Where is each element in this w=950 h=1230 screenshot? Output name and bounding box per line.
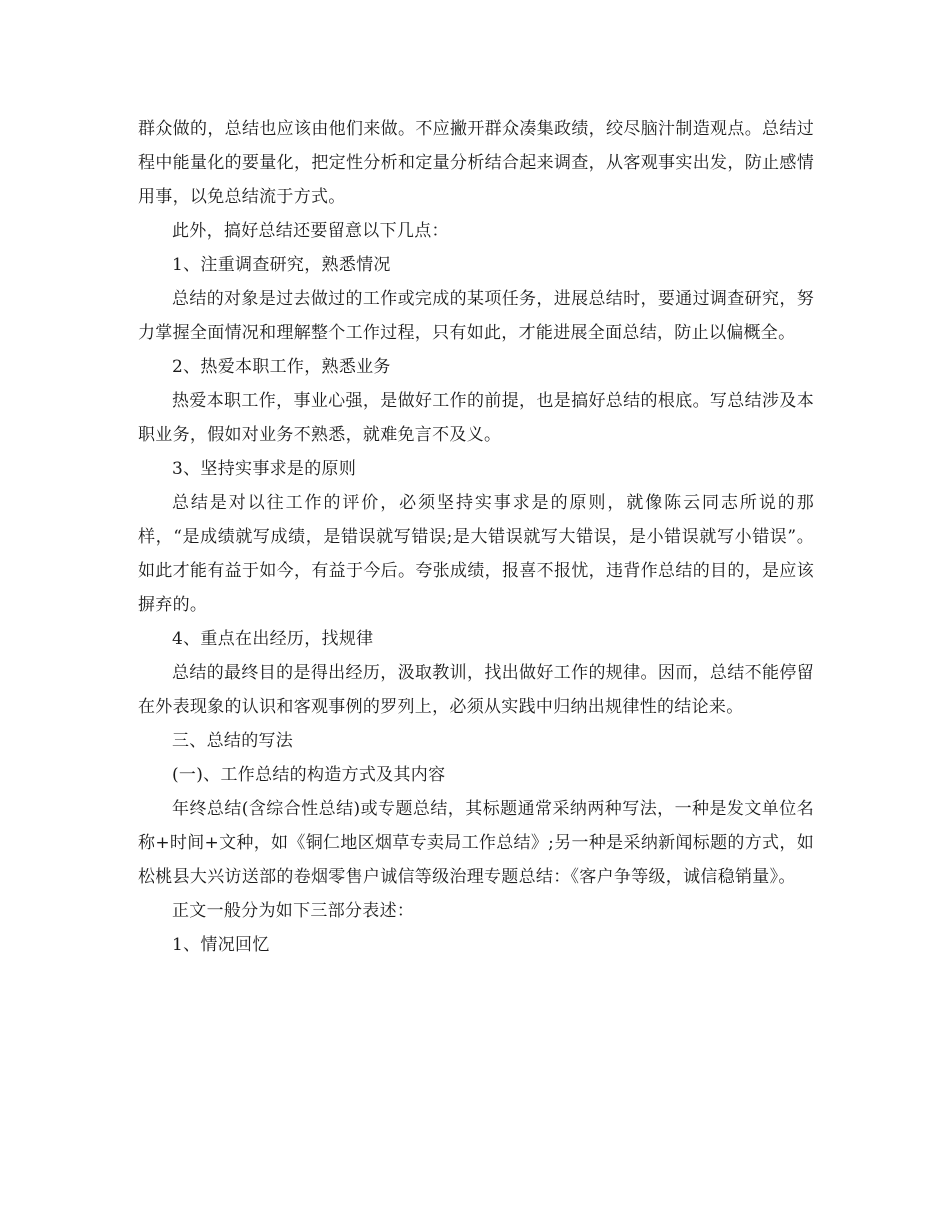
paragraph-continuation: 群众做的，总结也应该由他们来做。不应撇开群众凑集政绩，绞尽脑汁制造观点。总结过程中能量化的要量化，把定性分析和定量分析结合起来调查，从客观事实出发，防止感情用事，以免总结流于方式。 [138,119,814,207]
section-heading: 2、热爱本职工作，熟悉业务 [172,357,391,377]
chapter-heading: 三、总结的写法 [172,731,294,751]
paragraph: 此外，搞好总结还要留意以下几点： [172,221,449,241]
paragraph: 年终总结(含综合性总结)或专题总结，其标题通常采纳两种写法，一种是发文单位名称+时间+文种，如《铜仁地区烟草专卖局工作总结》;另一种是采纳新闻标题的方式，如松桃县大兴访送部的卷烟零售户诚信等级治理专题总结：《客户争等级，诚信稳销量》。 [138,799,814,887]
paragraph: 总结是对以往工作的评价，必须坚持实事求是的原则，就像陈云同志所说的那样，“是成绩就写成绩，是错误就写错误;是大错误就写大错误，是小错误就写小错误”。如此才能有益于如今，有益于今后。夸张成绩，报喜不报忧，违背作总结的目的，是应该摒弃的。 [138,493,814,615]
section-heading: 1、注重调查研究，熟悉情况 [172,255,391,275]
section-heading: 1、情况回忆 [172,935,270,955]
paragraph: 热爱本职工作，事业心强，是做好工作的前提，也是搞好总结的根底。写总结涉及本职业务，假如对业务不熟悉，就难免言不及义。 [138,391,814,445]
document-body [138,112,814,962]
paragraph: 总结的对象是过去做过的工作或完成的某项任务，进展总结时，要通过调查研究，努力掌握全面情况和理解整个工作过程，只有如此，才能进展全面总结，防止以偏概全。 [138,289,814,343]
paragraph: 总结的最终目的是得出经历，汲取教训，找出做好工作的规律。因而，总结不能停留在外表现象的认识和客观事例的罗列上，必须从实践中归纳出规律性的结论来。 [138,663,814,717]
paragraph: 正文一般分为如下三部分表述： [172,901,415,921]
section-heading: 3、坚持实事求是的原则 [172,459,357,479]
section-heading: 4、重点在出经历，找规律 [172,629,374,649]
subsection-heading: (一)、工作总结的构造方式及其内容 [172,765,446,785]
